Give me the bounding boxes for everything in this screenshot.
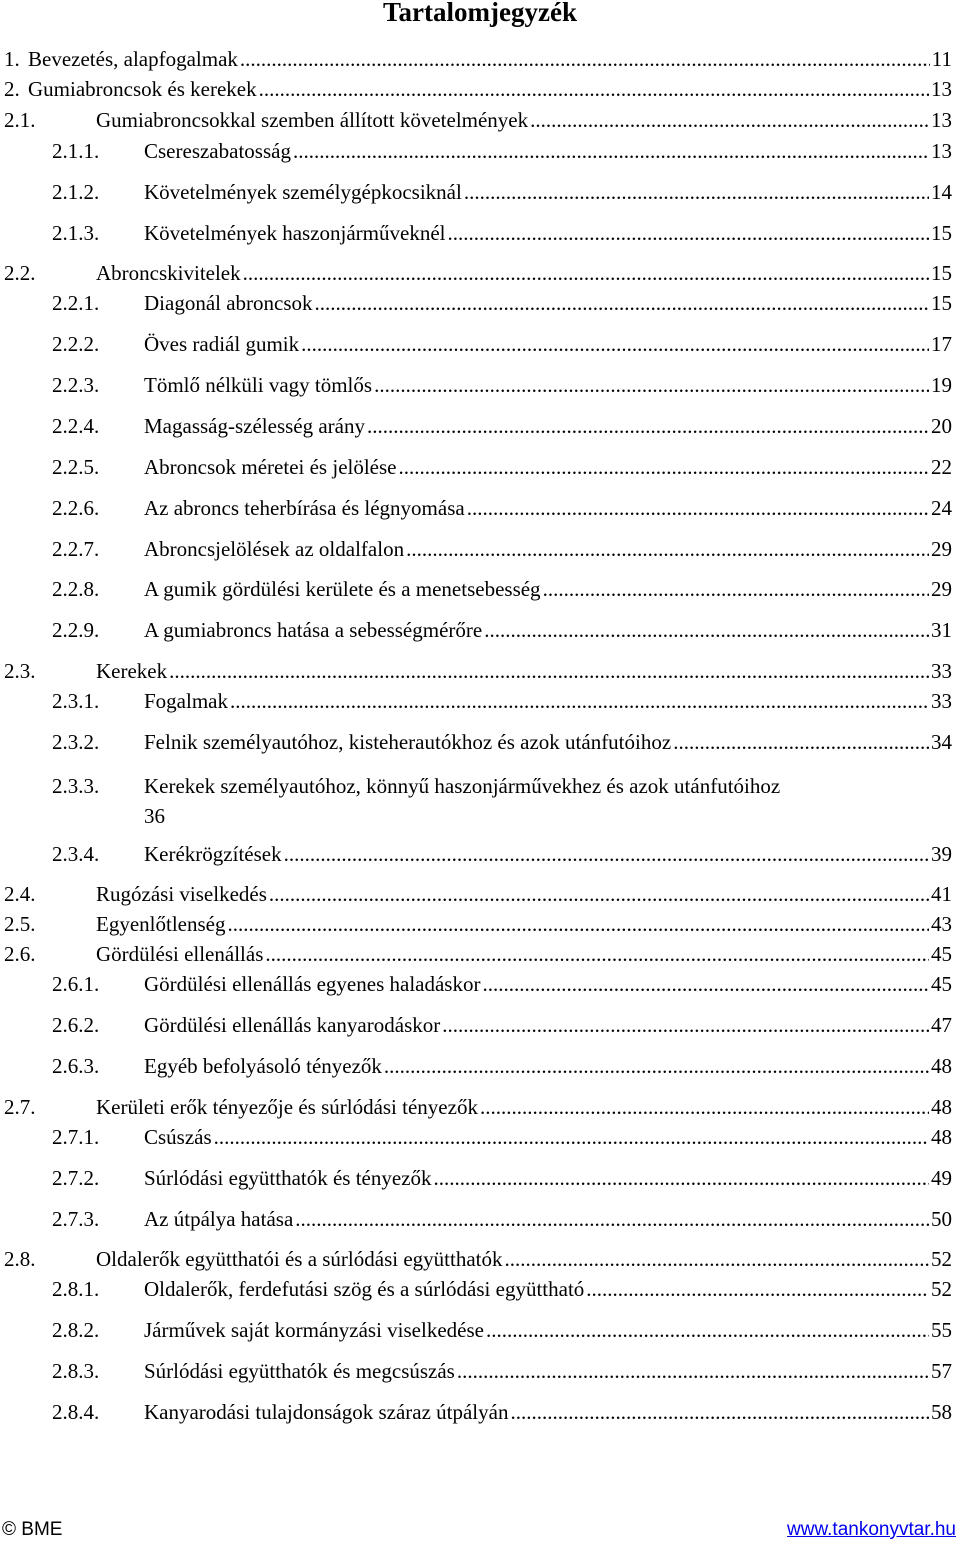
- toc-entry-number: 2.5.: [4, 912, 36, 936]
- toc-entry-title: A gumik gördülési kerülete és a menetsebesség: [144, 577, 541, 601]
- toc-entry-page: 57: [931, 1359, 952, 1383]
- toc-entry[interactable]: [4, 261, 952, 285]
- toc-entry-number: 2.4.: [4, 882, 36, 906]
- toc-entry-page: 55: [931, 1318, 952, 1342]
- toc-entry-page: 48: [931, 1095, 952, 1119]
- toc-entry-page: 36: [144, 804, 165, 828]
- toc-entry-page: 13: [931, 139, 952, 163]
- toc-entry-title: Csereszabatosság: [144, 139, 291, 163]
- toc-entry-title: Rugózási viselkedés: [96, 882, 267, 906]
- toc-entry[interactable]: [4, 659, 952, 683]
- toc-entry-page: 20: [931, 414, 952, 438]
- toc-entry-page: 24: [931, 496, 952, 520]
- toc-entry[interactable]: [4, 1247, 952, 1271]
- toc-entry-number: 2.2.8.: [52, 577, 100, 601]
- toc-entry-number: 2.1.1.: [52, 139, 100, 163]
- toc-entry-title: Gördülési ellenállás egyenes haladáskor: [144, 972, 481, 996]
- toc-leader-dots: [530, 108, 929, 132]
- footer-website-link[interactable]: www.tankonyvtar.hu: [787, 1519, 956, 1540]
- toc-entry[interactable]: [52, 332, 952, 356]
- toc-leader-dots: [480, 1095, 929, 1119]
- toc-entry[interactable]: [52, 1400, 952, 1424]
- toc-entry-page: 31: [931, 618, 952, 642]
- toc-entry-page: 49: [931, 1166, 952, 1190]
- toc-leader-dots: [227, 912, 929, 936]
- toc-entry-title: Bevezetés, alapfogalmak: [28, 47, 238, 71]
- toc-entry-page: 17: [931, 332, 952, 356]
- toc-entry-number: 2.7.1.: [52, 1125, 100, 1149]
- toc-leader-dots: [265, 942, 929, 966]
- toc-leader-dots: [269, 882, 929, 906]
- toc-entry-title: Kerekek: [96, 659, 168, 683]
- toc-leader-dots: [434, 1166, 929, 1190]
- toc-entry-number: 2.3.2.: [52, 730, 100, 754]
- toc-entry-title: Oldalerők, ferdefutási szög és a súrlódási együttható: [144, 1277, 585, 1301]
- toc-leader-dots: [457, 1359, 929, 1383]
- toc-entry[interactable]: [52, 455, 952, 479]
- toc-entry-title: Kerékrögzítések: [144, 842, 282, 866]
- toc-entry-number: 2.1.: [4, 108, 36, 132]
- toc-entry-number: 2.7.: [4, 1095, 36, 1119]
- toc-leader-dots: [169, 659, 929, 683]
- toc-entry-page: 39: [931, 842, 952, 866]
- toc-entry-number: 2.3.3.: [52, 774, 100, 798]
- toc-entry-number: 2.8.3.: [52, 1359, 100, 1383]
- toc-entry-title: Gumiabroncsokkal szemben állított követelmények: [96, 108, 529, 132]
- toc-entry-number: 2.2.: [4, 261, 36, 285]
- toc-entry[interactable]: [52, 221, 952, 245]
- toc-entry-title: Felnik személyautóhoz, kisteherautókhoz és azok utánfutóihoz: [144, 730, 672, 754]
- toc-entry-title: Járművek saját kormányzási viselkedése: [144, 1318, 484, 1342]
- toc-entry[interactable]: [52, 577, 952, 601]
- toc-entry[interactable]: [4, 882, 952, 906]
- toc-entry-page: 41: [931, 882, 952, 906]
- toc-entry-number: 1.: [4, 47, 20, 71]
- toc-entry[interactable]: [52, 414, 952, 438]
- toc-entry-title: Abroncsok méretei és jelölése: [144, 455, 397, 479]
- toc-entry-page: 48: [931, 1125, 952, 1149]
- toc-entry-page: 22: [931, 455, 952, 479]
- toc-leader-dots: [467, 496, 929, 520]
- toc-entry[interactable]: [52, 1277, 952, 1301]
- toc-leader-dots: [315, 291, 929, 315]
- toc-leader-dots: [543, 577, 929, 601]
- toc-entry-title: Gumiabroncsok és kerekek: [28, 77, 257, 101]
- toc-entry-page: 15: [931, 221, 952, 245]
- toc-entry[interactable]: [52, 1125, 952, 1149]
- page-title: Tartalomjegyzék: [383, 0, 577, 27]
- page-footer: [0, 1519, 960, 1545]
- toc-entry[interactable]: [52, 1166, 952, 1190]
- footer-copyright: © BME: [2, 1519, 63, 1540]
- toc-leader-dots: [484, 618, 929, 642]
- toc-entry-number: 2.7.2.: [52, 1166, 100, 1190]
- toc-entry-title: Magasság-szélesség arány: [144, 414, 365, 438]
- toc-entry-title: Fogalmak: [144, 689, 228, 713]
- toc-entry-page: 33: [931, 689, 952, 713]
- toc-entry[interactable]: [4, 108, 952, 132]
- toc-entry[interactable]: [52, 180, 952, 204]
- toc-leader-dots: [442, 1013, 929, 1037]
- toc-leader-dots: [230, 689, 929, 713]
- toc-leader-dots: [673, 730, 929, 754]
- toc-leader-dots: [464, 180, 929, 204]
- toc-leader-dots: [486, 1318, 929, 1342]
- toc-entry-page: 48: [931, 1054, 952, 1078]
- toc-entry-number: 2.1.3.: [52, 221, 100, 245]
- toc-entry-title: Oldalerők együtthatói és a súrlódási együtthatók: [96, 1247, 503, 1271]
- toc-entry-number: 2.2.6.: [52, 496, 100, 520]
- toc-entry-title: Az útpálya hatása: [144, 1207, 294, 1231]
- toc-entry-title: Gördülési ellenállás kanyarodáskor: [144, 1013, 441, 1037]
- toc-entry-page: 15: [931, 261, 952, 285]
- toc-leader-dots: [510, 1400, 929, 1424]
- toc-entry-page: 52: [931, 1247, 952, 1271]
- toc-entry-title: Súrlódási együtthatók és tényezők: [144, 1166, 432, 1190]
- toc-entry-page: 34: [931, 730, 952, 754]
- toc-entry[interactable]: [52, 537, 952, 561]
- toc-leader-dots: [505, 1247, 930, 1271]
- toc-entry-title: Egyenlőtlenség: [96, 912, 226, 936]
- toc-entry-page: 45: [931, 972, 952, 996]
- toc-entry-page: 11: [931, 47, 952, 71]
- toc-entry-page: 29: [931, 577, 952, 601]
- toc-leader-dots: [586, 1277, 929, 1301]
- toc-entry-number: 2.6.1.: [52, 972, 100, 996]
- toc-entry[interactable]: [52, 373, 952, 397]
- toc-entry-page: 45: [931, 942, 952, 966]
- toc-leader-dots: [284, 842, 929, 866]
- toc-entry-title: Abroncsjelölések az oldalfalon: [144, 537, 405, 561]
- toc-entry-title: Abroncskivitelek: [96, 261, 241, 285]
- toc-entry[interactable]: [4, 1095, 952, 1119]
- toc-entry[interactable]: [52, 1054, 952, 1078]
- toc-entry-title: Diagonál abroncsok: [144, 291, 313, 315]
- toc-entry-number: 2.6.: [4, 942, 36, 966]
- toc-leader-dots: [293, 139, 929, 163]
- toc-leader-dots: [214, 1125, 929, 1149]
- toc-leader-dots: [384, 1054, 929, 1078]
- toc-entry-title: Egyéb befolyásoló tényezők: [144, 1054, 382, 1078]
- toc-leader-dots: [367, 414, 929, 438]
- toc-entry-number: 2.2.5.: [52, 455, 100, 479]
- toc-entry-page: 43: [931, 912, 952, 936]
- toc-entry-number: 2.2.4.: [52, 414, 100, 438]
- toc-entry-number: 2.2.9.: [52, 618, 100, 642]
- toc-entry-number: 2.2.2.: [52, 332, 100, 356]
- toc-entry-number: 2.8.: [4, 1247, 36, 1271]
- toc-entry-number: 2.3.1.: [52, 689, 100, 713]
- toc-entry-title: Csúszás: [144, 1125, 212, 1149]
- toc-entry[interactable]: [52, 1207, 952, 1231]
- toc-entry[interactable]: [52, 1013, 952, 1037]
- toc-entry-number: 2.: [4, 77, 20, 101]
- toc-entry-page: 14: [931, 180, 952, 204]
- toc-entry-page: 15: [931, 291, 952, 315]
- toc-leader-dots: [447, 221, 929, 245]
- toc-entry-title: Követelmények haszonjárműveknél: [144, 221, 446, 245]
- toc-entry[interactable]: [52, 618, 952, 642]
- toc-leader-dots: [243, 261, 929, 285]
- toc-entry-title: Tömlő nélküli vagy tömlős: [144, 373, 373, 397]
- toc-entry-number: 2.6.3.: [52, 1054, 100, 1078]
- toc-entry-page: 13: [931, 108, 952, 132]
- toc-entry-page: 47: [931, 1013, 952, 1037]
- toc-entry[interactable]: [52, 291, 952, 315]
- toc-entry[interactable]: [52, 972, 952, 996]
- toc-leader-dots: [399, 455, 930, 479]
- toc-leader-dots: [295, 1207, 929, 1231]
- toc-entry[interactable]: [4, 912, 952, 936]
- toc-entry-number: 2.7.3.: [52, 1207, 100, 1231]
- toc-entry[interactable]: [4, 77, 952, 101]
- toc-leader-dots: [240, 47, 930, 71]
- toc-leader-dots: [374, 373, 929, 397]
- toc-entry-title: Követelmények személygépkocsiknál: [144, 180, 462, 204]
- toc-entry-page: 58: [931, 1400, 952, 1424]
- toc-entry-page: 33: [931, 659, 952, 683]
- toc-entry-title: Kerekek személyautóhoz, könnyű haszonjárművekhez és azok utánfutóihoz: [144, 774, 781, 798]
- toc-entry-title: Az abroncs teherbírása és légnyomása: [144, 496, 465, 520]
- toc-entry[interactable]: [52, 730, 952, 754]
- toc-entry[interactable]: [52, 842, 952, 866]
- toc-entry[interactable]: [4, 47, 952, 71]
- toc-entry-page: 13: [931, 77, 952, 101]
- toc-entry-number: 2.2.7.: [52, 537, 100, 561]
- toc-entry-title: Kerületi erők tényezője és súrlódási tényezők: [96, 1095, 478, 1119]
- toc-entry[interactable]: [52, 771, 952, 831]
- toc-entry-number: 2.3.: [4, 659, 36, 683]
- toc-entry[interactable]: [52, 1318, 952, 1342]
- toc-entry-page: 52: [931, 1277, 952, 1301]
- toc-entry[interactable]: [52, 689, 952, 713]
- toc-entry-page: 19: [931, 373, 952, 397]
- toc-entry[interactable]: [4, 942, 952, 966]
- toc-entry-number: 2.2.3.: [52, 373, 100, 397]
- toc-entry-number: 2.8.4.: [52, 1400, 100, 1424]
- toc-leader-dots: [301, 332, 929, 356]
- toc-entry-number: 2.3.4.: [52, 842, 100, 866]
- toc-entry-page: 50: [931, 1207, 952, 1231]
- toc-entry-page: 29: [931, 537, 952, 561]
- toc-entry[interactable]: [52, 496, 952, 520]
- toc-entry-title: A gumiabroncs hatása a sebességmérőre: [144, 618, 483, 642]
- toc-leader-dots: [406, 537, 929, 561]
- toc-entry[interactable]: [52, 139, 952, 163]
- toc-entry-title: Gördülési ellenállás: [96, 942, 264, 966]
- toc-entry-title: Kanyarodási tulajdonságok száraz útpályán: [144, 1400, 509, 1424]
- toc-leader-dots: [482, 972, 929, 996]
- toc-leader-dots: [259, 77, 929, 101]
- toc-entry[interactable]: [52, 1359, 952, 1383]
- toc-entry-number: 2.6.2.: [52, 1013, 100, 1037]
- toc-entry-title: Súrlódási együtthatók és megcsúszás: [144, 1359, 455, 1383]
- toc-entry-number: 2.2.1.: [52, 291, 100, 315]
- toc-entry-number: 2.8.2.: [52, 1318, 100, 1342]
- toc-entry-number: 2.8.1.: [52, 1277, 100, 1301]
- toc-entry-title: Öves radiál gumik: [144, 332, 300, 356]
- toc-entry-number: 2.1.2.: [52, 180, 100, 204]
